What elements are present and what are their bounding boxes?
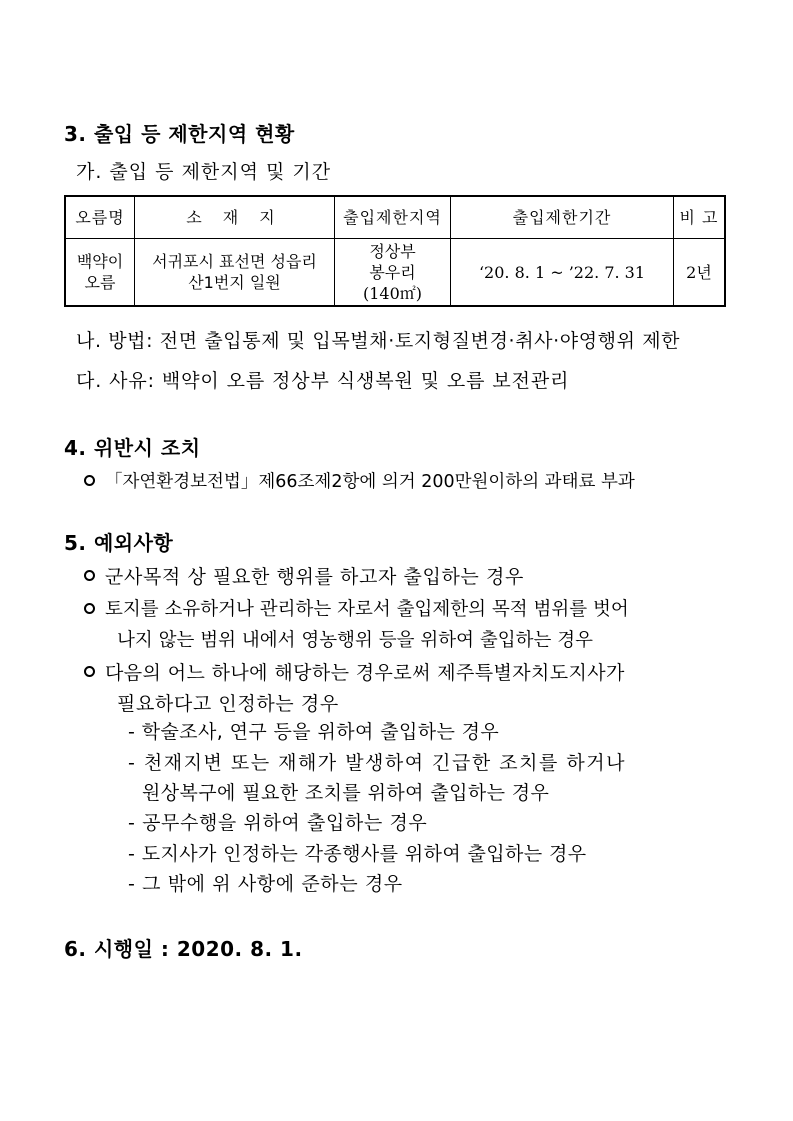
restriction-table [64,195,726,307]
exception-sub-2-line1: - 천재지변 또는 재해가 발생하여 긴급한 조치를 하거나 [128,752,626,774]
cell-note: 2년 [686,262,712,282]
exception-item-3 [84,658,625,685]
circle-bullet-icon [84,570,95,581]
exception-sub-2-line2: 원상복구에 필요한 조치를 위하여 출입하는 경우 [142,782,550,804]
exception-item-1 [84,562,524,589]
section-4-title: 4. 위반시 조치 [64,436,201,460]
exception-item-2 [84,595,629,621]
oreum-name-line1: 백약이 [76,252,124,271]
exception-sub-5: - 그 밖에 위 사항에 준하는 경우 [128,873,403,895]
subsection-a-title: 가. 출입 등 제한지역 및 기간 [76,161,332,183]
cell-restricted-area [335,239,451,305]
section-3-title: 3. 출입 등 제한지역 현황 [64,122,295,146]
oreum-name-line2: 오름 [84,273,116,292]
exception-sub-1: - 학술조사, 연구 등을 위하여 출입하는 경우 [128,721,500,743]
exception-item-2-line2: 나지 않는 범위 내에서 영농행위 등을 위하여 출입하는 경우 [117,630,593,651]
header-restricted-area: 출입제한지역 [335,197,451,239]
cell-oreum-name [66,239,135,305]
exception-sub-3: - 공무수행을 위하여 출입하는 경우 [128,812,428,834]
location-line2: 산1번지 일원 [188,273,281,292]
exception-item-1-text: 군사목적 상 필요한 행위를 하고자 출입하는 경우 [105,566,524,588]
circle-bullet-icon [84,666,95,677]
circle-bullet-icon [84,603,95,614]
section-4-item-text: 「자연환경보전법」제66조제2항에 의거 200만원이하의 과태료 부과 [105,472,635,492]
subsection-c-reason: 다. 사유: 백약이 오름 정상부 식생복원 및 오름 보전관리 [76,370,570,392]
subsection-b-method: 나. 방법: 전면 출입통제 및 입목벌채·토지형질변경·취사·야영행위 제한 [76,330,681,352]
header-restricted-period: 출입제한기간 [451,197,674,239]
area-line2: 봉우리 [369,262,416,282]
area-line3: (140㎡) [362,283,423,303]
section-5-title: 5. 예외사항 [64,531,174,555]
exception-item-3-line2: 필요하다고 인정하는 경우 [117,693,339,715]
header-note: 비 고 [674,197,724,239]
exception-item-3-line1: 다음의 어느 하나에 해당하는 경우로써 제주특별자치도지사가 [105,662,625,684]
exception-item-2-line1: 토지를 소유하거나 관리하는 자로서 출입제한의 목적 범위를 벗어 [105,599,629,620]
circle-bullet-icon [84,475,95,486]
section-4-item [84,468,635,493]
header-location: 소 재 지 [135,197,335,239]
cell-restricted-period: ‘20. 8. 1 ~ ’22. 7. 31 [451,239,674,305]
cell-location [135,239,335,305]
area-line1: 정상부 [369,241,416,261]
header-oreum-name: 오름명 [66,197,135,239]
exception-sub-4: - 도지사가 인정하는 각종행사를 위하여 출입하는 경우 [128,843,587,865]
section-6-effective-date: 6. 시행일 : 2020. 8. 1. [64,937,303,961]
location-line1: 서귀포시 표선면 성읍리 [152,252,317,271]
